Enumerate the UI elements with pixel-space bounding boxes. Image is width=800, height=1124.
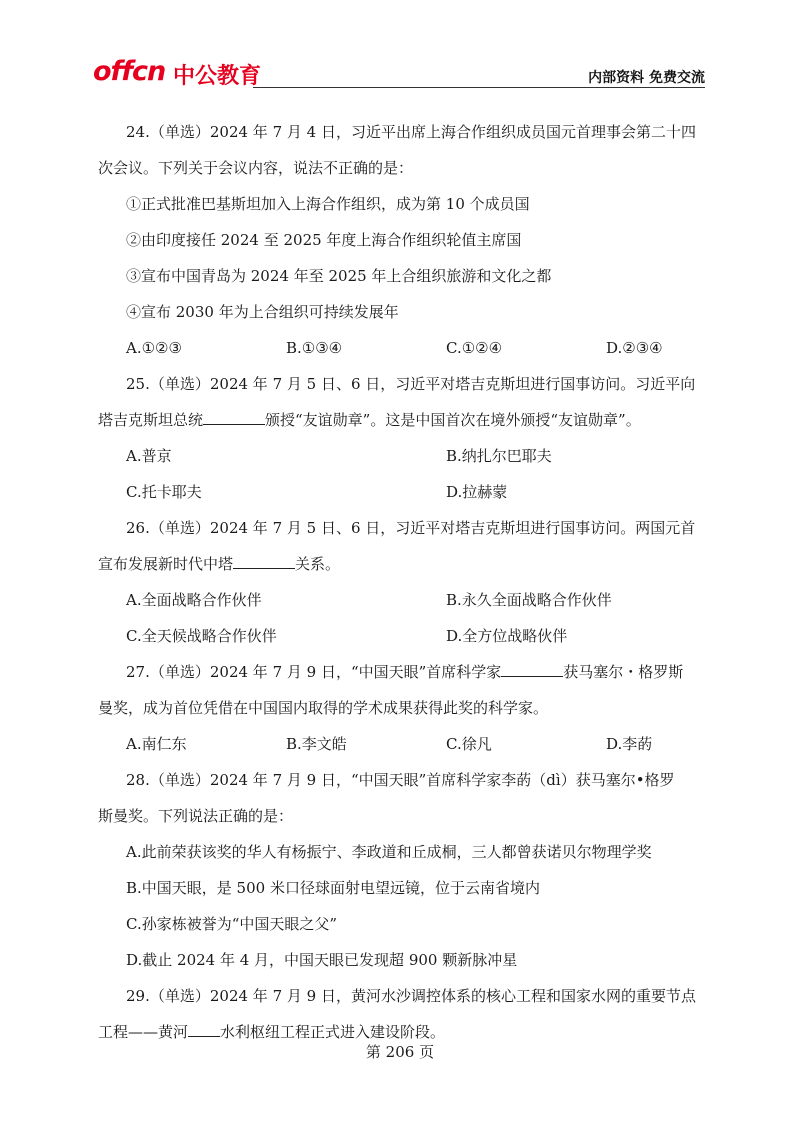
- q27-option-c: C.徐凡: [446, 735, 492, 753]
- page-header: [93, 52, 705, 92]
- q25-option-c: C.托卡耶夫: [126, 483, 202, 501]
- q26-option-b: B.永久全面战略合作伙伴: [446, 591, 612, 609]
- q29-stem-line2-part1: 工程——黄河: [98, 1023, 189, 1041]
- q28-option-d: D.截止 2024 年 4 月，中国天眼已发现超 900 颗新脉冲星: [126, 951, 518, 969]
- q25-answer-blank: [203, 410, 265, 425]
- q26-stem-line1: 26.（单选）2024 年 7 月 5 日、6 日，习近平对塔吉克斯坦进行国事访问。两国元首: [126, 519, 696, 537]
- q24-statement-4: ④宣布 2030 年为上合组织可持续发展年: [126, 303, 399, 321]
- q24-option-a: A.①②③: [126, 339, 182, 357]
- q27-option-b: B.李文皓: [286, 735, 347, 753]
- offcn-logo-chinese: 中公教育: [173, 64, 262, 89]
- q26-stem-line2-part2: 关系。: [295, 555, 341, 573]
- q28-option-c: C.孙家栋被誉为“中国天眼之父”: [126, 915, 338, 933]
- q26-option-a: A.全面战略合作伙伴: [126, 591, 262, 609]
- q25-option-b: B.纳扎尔巴耶夫: [446, 447, 552, 465]
- q25-option-d: D.拉赫蒙: [446, 483, 508, 501]
- page-number: 第 206 页: [365, 1043, 435, 1061]
- q24-option-d: D.②③④: [606, 339, 663, 357]
- q27-option-d: D.李菂: [606, 735, 653, 753]
- q26-stem-line2-part1: 宣布发展新时代中塔: [98, 555, 234, 573]
- q26-answer-blank: [233, 554, 295, 569]
- q24-statement-3: ③宣布中国青岛为 2024 年至 2025 年上合组织旅游和文化之都: [126, 267, 552, 285]
- q24-stem-line1: 24.（单选）2024 年 7 月 4 日，习近平出席上海合作组织成员国元首理事会第二十四: [126, 123, 696, 141]
- q25-stem-line2: [98, 410, 641, 430]
- header-rule: [253, 87, 705, 88]
- q26-option-d: D.全方位战略伙伴: [446, 627, 568, 645]
- q26-stem-line2: [98, 554, 340, 574]
- q24-stem-line2: 次会议。下列关于会议内容，说法不正确的是：: [98, 159, 414, 177]
- q24-statement-2: ②由印度接任 2024 至 2025 年度上海合作组织轮值主席国: [126, 231, 522, 249]
- q25-option-a: A.普京: [126, 447, 172, 465]
- q28-stem-line1: 28.（单选）2024 年 7 月 9 日，“中国天眼”首席科学家李菂（dì）获马塞尔•格罗: [126, 771, 675, 789]
- q27-answer-blank: [501, 662, 563, 677]
- q29-stem-line1: 29.（单选）2024 年 7 月 9 日，黄河水沙调控体系的核心工程和国家水网的重要节点: [126, 987, 696, 1005]
- q27-stem-line1-part1: 27.（单选）2024 年 7 月 9 日，“中国天眼”首席科学家: [126, 663, 502, 681]
- q29-stem-line2-part2: 水利枢纽工程正式进入建设阶段。: [220, 1023, 446, 1041]
- q27-option-a: A.南仁东: [126, 735, 187, 753]
- q28-option-b: B.中国天眼，是 500 米口径球面射电望远镜，位于云南省境内: [126, 879, 540, 897]
- header-notice: 内部资料 免费交流: [588, 70, 705, 86]
- q29-answer-blank: [188, 1022, 220, 1037]
- q24-option-c: C.①②④: [446, 339, 503, 357]
- q25-stem-line2-part1: 塔吉克斯坦总统: [98, 411, 204, 429]
- q27-stem-line2: 曼奖，成为首位凭借在中国国内取得的学术成果获得此奖的科学家。: [98, 699, 549, 717]
- q24-option-b: B.①③④: [286, 339, 343, 357]
- q25-stem-line2-part2: 颁授“友谊勋章”。这是中国首次在境外颁授“友谊勋章”。: [265, 411, 641, 429]
- q28-option-a: A.此前荣获该奖的华人有杨振宁、李政道和丘成桐，三人都曾获诺贝尔物理学奖: [126, 843, 652, 861]
- q28-stem-line2: 斯曼奖。下列说法正确的是：: [98, 807, 294, 825]
- q26-option-c: C.全天候战略合作伙伴: [126, 627, 277, 645]
- offcn-logo: offcn: [93, 56, 166, 87]
- q25-stem-line1: 25.（单选）2024 年 7 月 5 日、6 日，习近平对塔吉克斯坦进行国事访问。习近平向: [126, 375, 696, 393]
- q24-statement-1: ①正式批准巴基斯坦加入上海合作组织，成为第 10 个成员国: [126, 195, 530, 213]
- q29-stem-line2: [98, 1022, 445, 1042]
- q27-stem-line1: [126, 662, 683, 682]
- q27-stem-line1-part2: 获马塞尔・格罗斯: [563, 663, 684, 681]
